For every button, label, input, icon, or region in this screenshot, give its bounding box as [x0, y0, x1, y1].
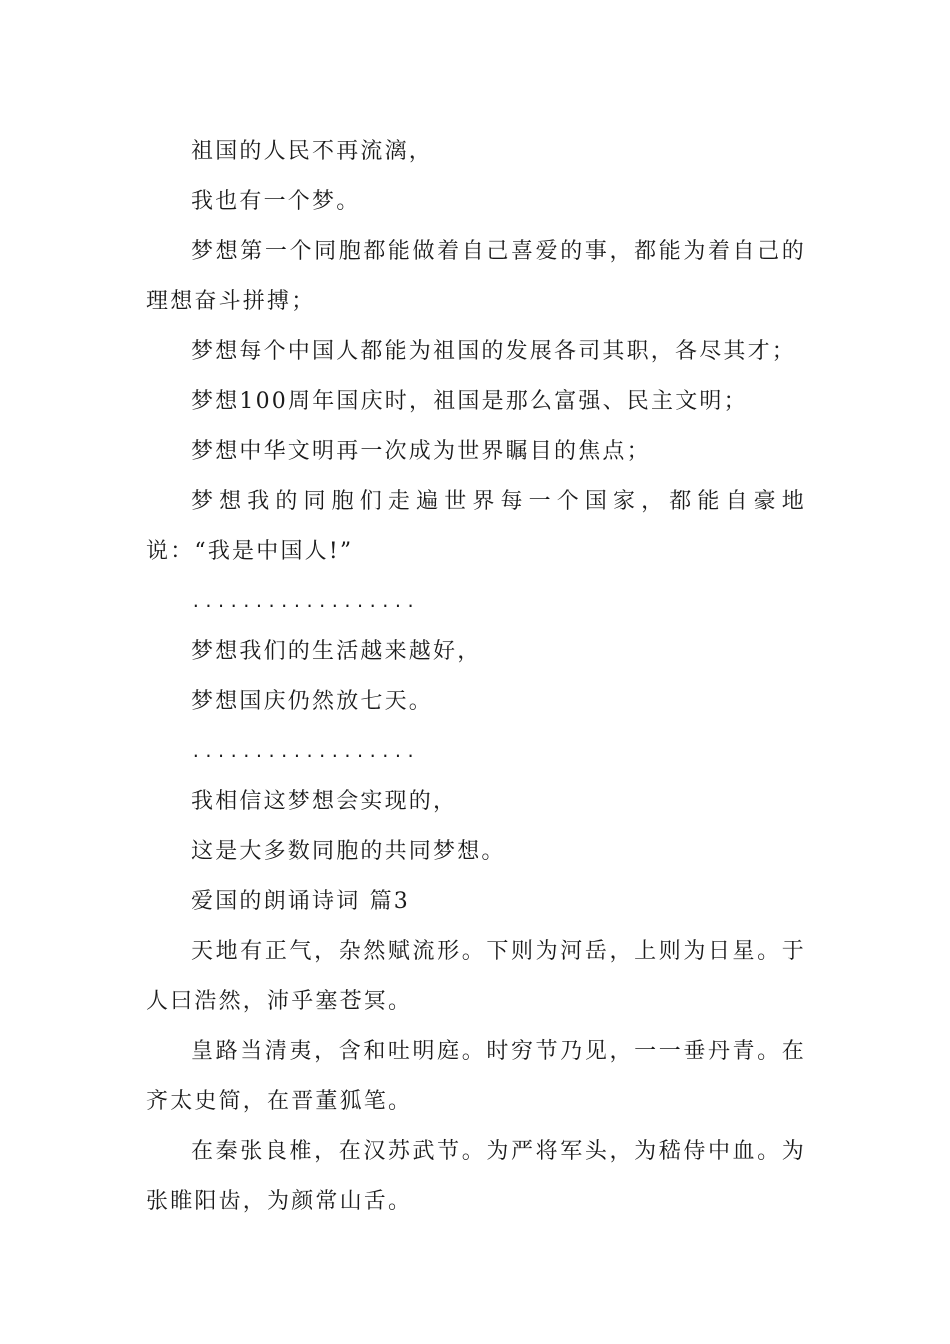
paragraph-3: 梦想第一个同胞都能做着自己喜爱的事，都能为着自己的理想奋斗拼搏；	[146, 239, 806, 314]
poem-paragraph-1: 天地有正气，杂然赋流形。下则为河岳，上则为日星。于人曰浩然，沛乎塞苍冥。	[146, 939, 806, 1014]
paragraph-4: 梦想每个中国人都能为祖国的发展各司其职，各尽其才；	[191, 339, 797, 364]
paragraph-9: 梦想国庆仍然放七天。	[191, 689, 434, 714]
ellipsis-separator-2: ..................	[191, 742, 419, 761]
paragraph-5: 梦想100周年国庆时，祖国是那么富强、民主文明；	[191, 389, 748, 414]
paragraph-7: 梦想我的同胞们走遍世界每一个国家，都能自豪地说：“我是中国人!”	[146, 489, 806, 564]
ellipsis-separator-1: ..................	[191, 592, 419, 611]
poem-paragraph-2: 皇路当清夷，含和吐明庭。时穷节乃见，一一垂丹青。在齐太史简，在晋董狐笔。	[146, 1039, 806, 1114]
section-heading: 爱国的朗诵诗词 篇3	[191, 889, 410, 914]
poem-paragraph-3: 在秦张良椎，在汉苏武节。为严将军头，为嵇侍中血。为张睢阳齿，为颜常山舌。	[146, 1139, 806, 1214]
paragraph-11: 这是大多数同胞的共同梦想。	[191, 839, 506, 864]
document-body	[146, 127, 806, 1227]
paragraph-10: 我相信这梦想会实现的，	[191, 789, 458, 814]
paragraph-1: 祖国的人民不再流漓，	[191, 139, 434, 164]
paragraph-6: 梦想中华文明再一次成为世界瞩目的焦点；	[191, 439, 651, 464]
paragraph-2: 我也有一个梦。	[191, 189, 361, 214]
paragraph-8: 梦想我们的生活越来越好，	[191, 639, 482, 664]
